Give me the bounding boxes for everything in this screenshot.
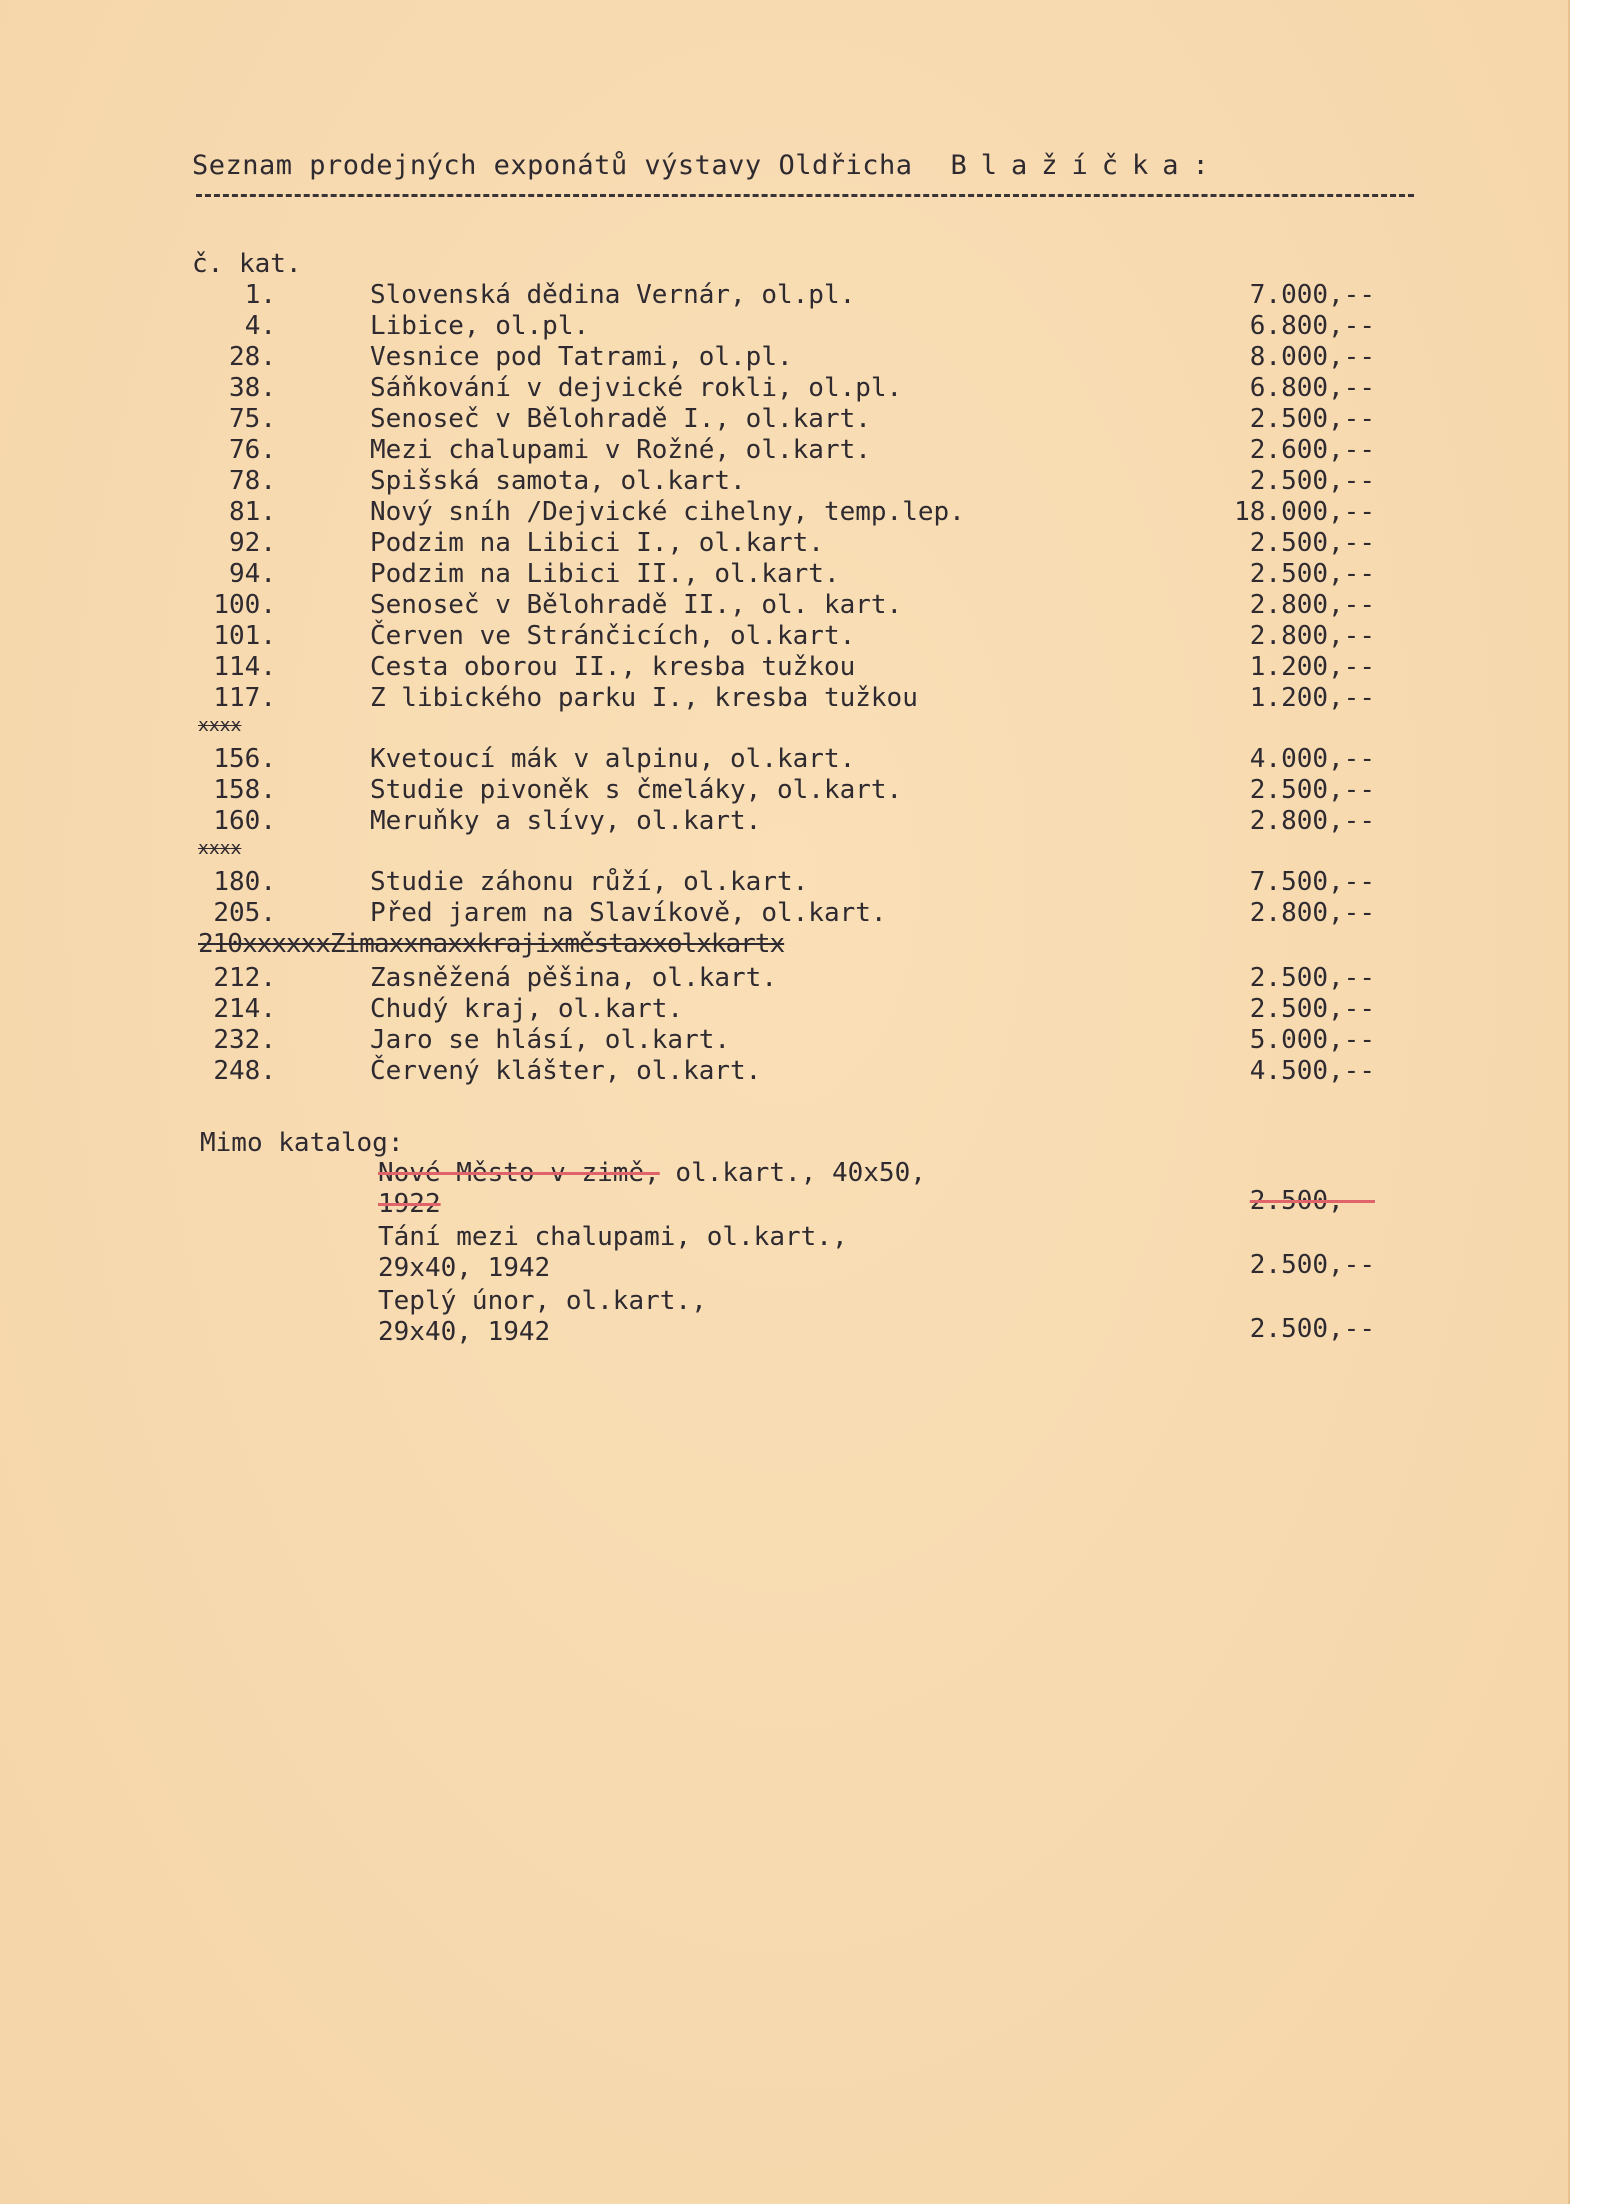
catalog-number: 101.	[213, 621, 276, 651]
catalog-number: 160.	[213, 806, 276, 836]
item-year: 1922	[378, 1189, 441, 1219]
list-item	[0, 1025, 1568, 1056]
item-description: Podzim na Libici I., ol.kart.	[370, 528, 824, 558]
item-year: 29x40, 1942	[378, 1253, 551, 1283]
item-price: 4.000,--	[1249, 744, 1375, 774]
item-description	[378, 1158, 926, 1189]
list-item	[0, 404, 1568, 435]
item-description: Podzim na Libici II., ol.kart.	[370, 559, 840, 589]
item-year: 29x40, 1942	[378, 1317, 551, 1347]
list-item	[0, 373, 1568, 404]
item-description: Kvetoucí mák v alpinu, ol.kart.	[370, 744, 856, 774]
item-price: 2.500,--	[1249, 1250, 1375, 1280]
list-item	[0, 559, 1568, 590]
deleted-mark-row	[0, 837, 1568, 859]
list-item	[0, 342, 1568, 373]
item-description: Senoseč v Bělohradě I., ol.kart.	[370, 404, 871, 434]
catalog-number: 180.	[213, 867, 276, 897]
crossed-out-row	[0, 929, 1568, 963]
crossed-out-entry: 210xxxxxxZimaxxnaxxkrajixměstaxxolxkartx	[198, 929, 785, 959]
item-price: 2.500,--	[1249, 963, 1375, 993]
item-description: Cesta oborou II., kresba tužkou	[370, 652, 856, 682]
catalog-number: 75.	[229, 404, 276, 434]
deleted-mark-row	[0, 714, 1568, 736]
catalog-number: 214.	[213, 994, 276, 1024]
title-underline	[196, 194, 1414, 197]
item-price: 7.500,--	[1249, 867, 1375, 897]
deleted-mark: xxxx	[198, 715, 242, 736]
item-text: ol.kart., 40x50,	[659, 1158, 926, 1188]
item-price: 18.000,--	[1234, 497, 1375, 527]
catalog-number: 4.	[244, 311, 276, 341]
item-description: Jaro se hlásí, ol.kart.	[370, 1025, 731, 1055]
item-description: Studie pivoněk s čmeláky, ol.kart.	[370, 775, 903, 805]
catalog-number: 76.	[229, 435, 276, 465]
catalog-number: 78.	[229, 466, 276, 496]
list-item	[0, 994, 1568, 1025]
item-description: Sáňkování v dejvické rokli, ol.pl.	[370, 373, 903, 403]
item-price: 2.800,--	[1249, 621, 1375, 651]
item-description: Senoseč v Bělohradě II., ol. kart.	[370, 590, 903, 620]
item-price: 5.000,--	[1249, 1025, 1375, 1055]
list-item	[0, 528, 1568, 559]
catalog-number: 38.	[229, 373, 276, 403]
list-item	[0, 683, 1568, 714]
item-price: 8.000,--	[1249, 342, 1375, 372]
item-description: Slovenská dědina Vernár, ol.pl.	[370, 280, 856, 310]
item-description	[378, 1286, 707, 1317]
off-catalog-item	[0, 1286, 1568, 1347]
item-price: 2.500,--	[1249, 1186, 1375, 1216]
catalog-number: 156.	[213, 744, 276, 774]
deleted-mark: xxxx	[198, 838, 242, 859]
catalog-number: 94.	[229, 559, 276, 589]
list-item	[0, 775, 1568, 806]
item-description: Červen ve Stránčicích, ol.kart.	[370, 621, 856, 651]
item-price: 2.500,--	[1249, 559, 1375, 589]
item-description: Z libického parku I., kresba tužkou	[370, 683, 918, 713]
list-item	[0, 280, 1568, 311]
catalog-number: 114.	[213, 652, 276, 682]
struck-text: Nové Město v zimě,	[378, 1158, 660, 1188]
catalog-number: 248.	[213, 1056, 276, 1086]
catalog-number: 100.	[213, 590, 276, 620]
catalog-number: 92.	[229, 528, 276, 558]
column-header: č. kat.	[192, 249, 302, 279]
item-description: Červený klášter, ol.kart.	[370, 1056, 762, 1086]
item-price: 2.500,--	[1249, 775, 1375, 805]
list-item	[0, 867, 1568, 898]
item-description: Vesnice pod Tatrami, ol.pl.	[370, 342, 793, 372]
item-description: Před jarem na Slavíkově, ol.kart.	[370, 898, 887, 928]
spacer	[0, 736, 1568, 744]
off-catalog-heading: Mimo katalog:	[200, 1128, 404, 1158]
catalog-number: 158.	[213, 775, 276, 805]
off-catalog-item	[0, 1222, 1568, 1283]
item-price: 2.500,--	[1249, 528, 1375, 558]
catalog-list	[0, 280, 1568, 1087]
list-item	[0, 963, 1568, 994]
title-name: Blažíčka:	[950, 150, 1223, 181]
item-text: Teplý únor, ol.kart.,	[378, 1286, 707, 1316]
page-title	[192, 150, 1223, 181]
item-price: 2.500,--	[1249, 994, 1375, 1024]
item-description: Meruňky a slívy, ol.kart.	[370, 806, 762, 836]
item-price: 1.200,--	[1249, 652, 1375, 682]
off-catalog-item	[0, 1158, 1568, 1219]
title-prefix: Seznam prodejných exponátů výstavy Oldřicha	[192, 150, 913, 181]
item-description: Studie záhonu růží, ol.kart.	[370, 867, 809, 897]
list-item	[0, 435, 1568, 466]
list-item	[0, 466, 1568, 497]
item-price: 2.500,--	[1249, 466, 1375, 496]
item-description: Mezi chalupami v Rožné, ol.kart.	[370, 435, 871, 465]
list-item	[0, 621, 1568, 652]
item-price: 6.800,--	[1249, 311, 1375, 341]
list-item	[0, 652, 1568, 683]
catalog-number: 81.	[229, 497, 276, 527]
list-item	[0, 1056, 1568, 1087]
list-item	[0, 590, 1568, 621]
item-price: 2.500,--	[1249, 404, 1375, 434]
item-text: Tání mezi chalupami, ol.kart.,	[378, 1222, 848, 1252]
item-description: Chudý kraj, ol.kart.	[370, 994, 684, 1024]
item-price: 2.800,--	[1249, 806, 1375, 836]
item-price: 4.500,--	[1249, 1056, 1375, 1086]
item-description: Nový sníh /Dejvické cihelny, temp.lep.	[370, 497, 965, 527]
item-price: 2.600,--	[1249, 435, 1375, 465]
catalog-number: 28.	[229, 342, 276, 372]
item-description: Libice, ol.pl.	[370, 311, 590, 341]
catalog-number: 205.	[213, 898, 276, 928]
list-item	[0, 806, 1568, 837]
item-price: 6.800,--	[1249, 373, 1375, 403]
item-price: 2.800,--	[1249, 898, 1375, 928]
catalog-number: 212.	[213, 963, 276, 993]
item-description: Zasněžená pěšina, ol.kart.	[370, 963, 777, 993]
list-item	[0, 744, 1568, 775]
spacer	[0, 859, 1568, 867]
catalog-number: 117.	[213, 683, 276, 713]
item-description: Spišská samota, ol.kart.	[370, 466, 746, 496]
item-price: 2.500,--	[1249, 1314, 1375, 1344]
list-item	[0, 898, 1568, 929]
item-price: 7.000,--	[1249, 280, 1375, 310]
item-price: 1.200,--	[1249, 683, 1375, 713]
catalog-number: 1.	[244, 280, 276, 310]
item-description	[378, 1222, 848, 1253]
item-price: 2.800,--	[1249, 590, 1375, 620]
catalog-number: 232.	[213, 1025, 276, 1055]
list-item	[0, 311, 1568, 342]
list-item	[0, 497, 1568, 528]
